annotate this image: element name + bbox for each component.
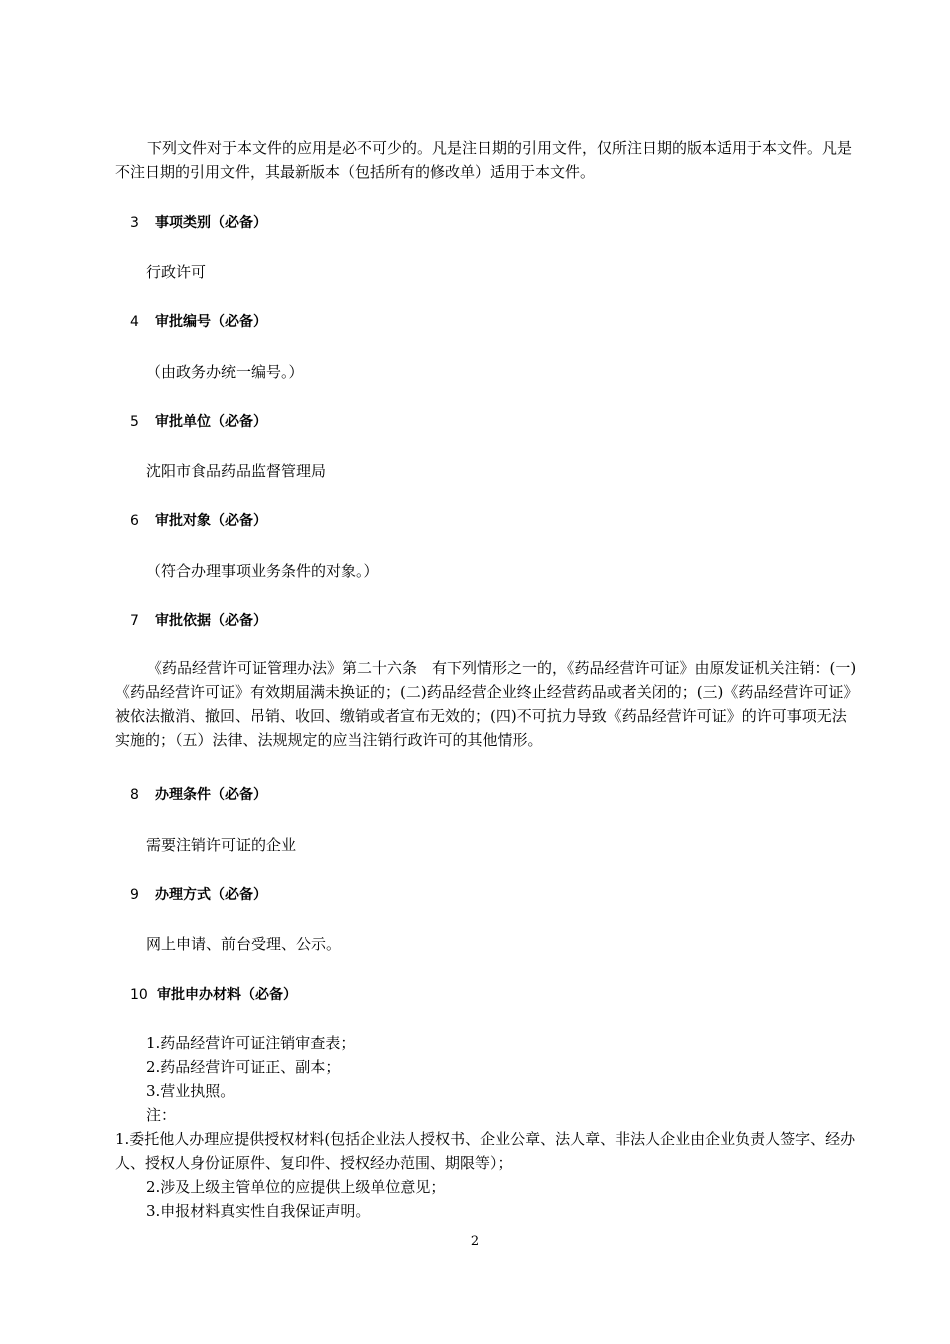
section-3-body: 行政许可 — [146, 263, 207, 281]
section-6-body: （符合办理事项业务条件的对象。） — [146, 562, 379, 580]
section-title: 审批对象（必备） — [155, 513, 267, 529]
section-9-body: 网上申请、前台受理、公示。 — [146, 935, 342, 953]
section-9-heading — [130, 884, 267, 906]
section-title: 办理条件（必备） — [155, 787, 267, 803]
section-number: 10 — [130, 987, 148, 1003]
intro-paragraph: 下列文件对于本文件的应用是必不可少的。凡是注日期的引用文件，仅所注日期的版本适用于本文件。凡是不注日期的引用文件，其最新版本（包括所有的修改单）适用于本文件。 — [115, 139, 853, 181]
section-number: 5 — [130, 414, 139, 430]
section-10-heading — [130, 984, 297, 1006]
section-title: 审批单位（必备） — [155, 414, 267, 430]
materials-list — [115, 1031, 860, 1223]
section-7-heading — [130, 610, 267, 632]
section-title: 审批依据（必备） — [155, 613, 267, 629]
list-item: 2.药品经营许可证正、副本； — [146, 1058, 341, 1076]
section-title: 事项类别（必备） — [155, 215, 267, 231]
section-number: 3 — [130, 215, 139, 231]
section-8-heading — [130, 784, 267, 806]
section-8-body: 需要注销许可证的企业 — [146, 836, 297, 854]
list-item: 3.营业执照。 — [146, 1082, 236, 1100]
section-5-body: 沈阳市食品药品监督管理局 — [146, 462, 327, 480]
section-number: 8 — [130, 787, 139, 803]
section-3-heading — [130, 212, 267, 234]
section-7-body: 《药品经营许可证管理办法》第二十六条 有下列情形之一的，《药品经营许可证》由原发证机关注销：(一)《药品经营许可证》有效期届满未换证的；(二)药品经营企业终止经营药品或者关闭的；(三)《药品经营许可证》被依法撤消、撤回、吊销、收回、缴销或者宣布无效的；(四)不可抗力导致《药品经营许可证》的许可事项无法实施的；（五）法律、法规规定的应当注销行政许可的其他情形。 — [115, 659, 859, 749]
note-item: 2.涉及上级主管单位的应提供上级单位意见； — [146, 1178, 446, 1196]
section-number: 9 — [130, 887, 139, 903]
note-label: 注： — [146, 1106, 177, 1124]
note-item: 1.委托他人办理应提供授权材料(包括企业法人授权书、企业公章、法人章、非法人企业由企业负责人签字、经办人、授权人身份证原件、复印件、授权经办范围、期限等）； — [115, 1130, 856, 1172]
section-5-heading — [130, 411, 267, 433]
page-number: 2 — [470, 1234, 480, 1249]
section-6-heading — [130, 510, 267, 532]
section-4-heading — [130, 311, 267, 333]
section-title: 审批申办材料（必备） — [157, 987, 297, 1003]
note-item: 3.申报材料真实性自我保证声明。 — [146, 1202, 371, 1220]
section-title: 办理方式（必备） — [155, 887, 267, 903]
section-number: 4 — [130, 314, 139, 330]
section-4-body: （由政务办统一编号。） — [146, 363, 304, 381]
section-number: 6 — [130, 513, 139, 529]
section-number: 7 — [130, 613, 139, 629]
list-item: 1.药品经营许可证注销审查表； — [146, 1034, 356, 1052]
section-title: 审批编号（必备） — [155, 314, 267, 330]
